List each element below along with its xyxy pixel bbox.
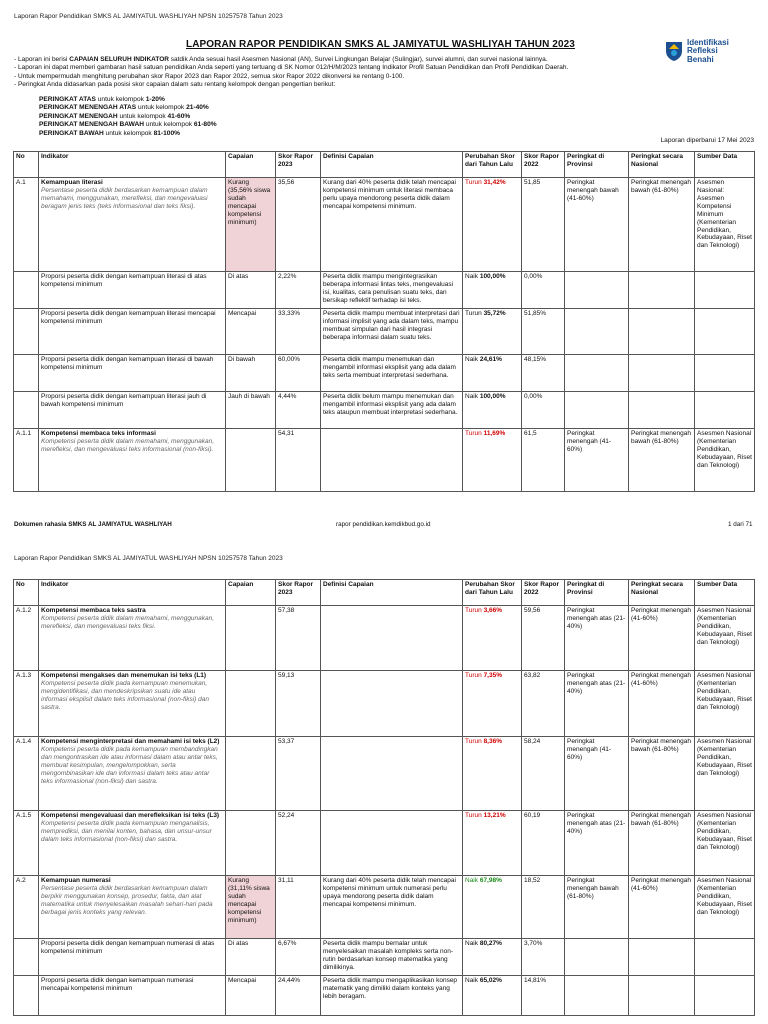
- indicator-number: [14, 272, 39, 309]
- change-direction: Naik: [465, 977, 479, 984]
- peringkat-nasional-cell: Peringkat menengah bawah (61-80%): [629, 429, 695, 492]
- perubahan-cell: [463, 671, 522, 737]
- indicator-cell: [39, 606, 226, 671]
- change-value: 31,42%: [483, 179, 506, 186]
- indicator-cell: [39, 272, 226, 309]
- table-row: [14, 392, 755, 429]
- indicator-cell: [39, 392, 226, 429]
- peringkat-nasional-cell: [629, 939, 695, 976]
- indicator-cell: [39, 811, 226, 876]
- change-value: 100,00%: [479, 273, 506, 280]
- ranking-level: PERINGKAT ATAS untuk kelompok 1-20%: [39, 96, 165, 103]
- indicator-number: A.1: [14, 178, 39, 272]
- ranking-level: PERINGKAT BAWAH untuk kelompok 81-100%: [39, 129, 180, 137]
- peringkat-provinsi-cell: Peringkat menengah atas (21-40%): [565, 606, 629, 671]
- table-row: [14, 939, 755, 976]
- capaian-cell: [226, 429, 276, 492]
- indicator-number: [14, 309, 39, 355]
- skor-2023-cell: 35,56: [276, 178, 321, 272]
- capaian-cell: Kurang (31,11% siswa sudah mencapai kompetensi minimum): [226, 876, 276, 939]
- peringkat-provinsi-cell: Peringkat menengah bawah (41-60%): [565, 178, 629, 272]
- sumber-data-cell: Asesmen Nasional (Kementerian Pendidikan, Kebudayaan, Riset dan Teknologi): [695, 671, 755, 737]
- peringkat-nasional-cell: Peringkat menengah bawah (61-80%): [629, 178, 695, 272]
- perubahan-cell: [463, 272, 522, 309]
- page-number: 1 dari 71: [728, 521, 753, 528]
- skor-2023-cell: 54,31: [276, 429, 321, 492]
- col-skor-2022-header: Skor Rapor 2022: [522, 580, 565, 606]
- col-skor-2023-header: Skor Rapor 2023: [276, 152, 321, 178]
- col-capaian-header: Capaian: [226, 580, 276, 606]
- change-direction: Turun: [465, 607, 482, 614]
- definisi-cell: Peserta didik mampu mengaplikasikan konsep matematik yang dimiliki dalam konteks yang lebih beragam.: [321, 976, 463, 1016]
- table-row: [14, 876, 755, 939]
- change-value: 35,72%: [483, 310, 506, 317]
- indicator-number: A.1.5: [14, 811, 39, 876]
- col-no-header: No: [14, 580, 39, 606]
- sumber-data-cell: [695, 355, 755, 392]
- footer-confidential: Dokumen rahasia SMKS AL JAMIYATUL WASHLIYAH: [14, 521, 172, 528]
- peringkat-provinsi-cell: [565, 272, 629, 309]
- definisi-cell: [321, 737, 463, 811]
- indicator-number: A.1.4: [14, 737, 39, 811]
- sumber-data-cell: Asesmen Nasional: Asesmen Kompetensi Minimum (Kementerian Pendidikan, Kebudayaan, Riset dan Teknologi): [695, 178, 755, 272]
- peringkat-nasional-cell: [629, 976, 695, 1016]
- peringkat-provinsi-cell: [565, 939, 629, 976]
- skor-2022-cell: 14,81%: [522, 976, 565, 1016]
- indicator-sub-label: Proporsi peserta didik dengan kemampuan literasi di atas kompetensi minimum: [41, 273, 207, 288]
- skor-2022-cell: 63,82: [522, 671, 565, 737]
- col-definisi-header: Definisi Capaian: [321, 152, 463, 178]
- change-value: 8,36%: [483, 738, 502, 745]
- perubahan-cell: [463, 392, 522, 429]
- skor-2023-cell: 60,00%: [276, 355, 321, 392]
- logo-line3: Benahi: [687, 54, 714, 64]
- capaian-cell: [226, 811, 276, 876]
- intro-line: - Peringkat Anda didasarkan pada posisi skor capaian dalam satu rentang kelompok dengan pengertian berikut:: [14, 81, 336, 89]
- capaian-cell: Di bawah: [226, 355, 276, 392]
- skor-2022-cell: 0,00%: [522, 392, 565, 429]
- indicator-number: A.2: [14, 876, 39, 939]
- indicator-title: Kemampuan numerasi: [41, 877, 111, 884]
- perubahan-cell: [463, 429, 522, 492]
- definisi-cell: Peserta didik mampu membuat interpretasi dari informasi implisit yang ada dalam teks, mampu membuat simpulan dari hasil integrasi beberapa informasi dalam suatu teks.: [321, 309, 463, 355]
- col-peringkat-nasional-header: Peringkat secara Nasional: [629, 152, 695, 178]
- peringkat-provinsi-cell: Peringkat menengah atas (21-40%): [565, 671, 629, 737]
- running-header: Laporan Rapor Pendidikan SMKS AL JAMIYATUL WASHLIYAH NPSN 10257578 Tahun 2023: [14, 13, 283, 20]
- skor-2022-cell: 3,70%: [522, 939, 565, 976]
- change-value: 80,27%: [479, 940, 502, 947]
- perubahan-cell: [463, 606, 522, 671]
- table-row: [14, 671, 755, 737]
- peringkat-provinsi-cell: Peringkat menengah atas (21-40%): [565, 811, 629, 876]
- col-peringkat-provinsi-header: Peringkat di Provinsi: [565, 580, 629, 606]
- sumber-data-cell: Asesmen Nasional (Kementerian Pendidikan, Kebudayaan, Riset dan Teknologi): [695, 429, 755, 492]
- table-row: [14, 606, 755, 671]
- logo-line2: Refleksi: [687, 46, 718, 56]
- ranking-level: PERINGKAT MENENGAH BAWAH untuk kelompok 61-80%: [39, 121, 217, 129]
- table-row: [14, 737, 755, 811]
- indicator-number: [14, 976, 39, 1016]
- peringkat-provinsi-cell: [565, 355, 629, 392]
- perubahan-cell: [463, 939, 522, 976]
- perubahan-cell: [463, 178, 522, 272]
- col-skor-2022-header: Skor Rapor 2022: [522, 152, 565, 178]
- indicator-cell: [39, 939, 226, 976]
- col-indikator-header: Indikator: [39, 152, 226, 178]
- col-perubahan-header: Perubahan Skor dari Tahun Lalu: [463, 580, 522, 606]
- intro-line: - Untuk mempermudah menghitung perubahan skor Rapor 2023 dan Rapor 2022, semua skor Rapor 2022 dikonversi ke rentang 0-100.: [14, 72, 405, 80]
- indicator-cell: [39, 355, 226, 392]
- change-direction: Naik: [465, 356, 479, 363]
- indicator-description: Kompetensi peserta didik pada kemampuan menganalisis, memprediksi, dan menilai konten, bahasa, dan unsur-unsur dalam teks informasional (non-fiksi) dan sastra.: [41, 819, 212, 843]
- indicator-sub-label: Proporsi peserta didik dengan kemampuan numerasi mencapai kompetensi minimum: [41, 977, 194, 992]
- change-direction: Naik: [465, 877, 479, 884]
- report-title: LAPORAN RAPOR PENDIDIKAN SMKS AL JAMIYATUL WASHLIYAH TAHUN 2023: [186, 39, 575, 50]
- sumber-data-cell: Asesmen Nasional (Kementerian Pendidikan, Kebudayaan, Riset dan Teknologi): [695, 811, 755, 876]
- change-value: 24,61%: [479, 356, 502, 363]
- peringkat-provinsi-cell: Peringkat menengah bawah (61-80%): [565, 876, 629, 939]
- intro-line: - Laporan ini dapat memberi gambaran hasil satuan pendidikan Anda seperti yang tertuang di SK Nomor 012/H/M/2023 tentang Indikator Profil Satuan Pendidikan dan Profil Pendidikan Daerah.: [14, 64, 569, 72]
- sumber-data-cell: Asesmen Nasional (Kementerian Pendidikan, Kebudayaan, Riset dan Teknologi): [695, 876, 755, 939]
- change-value: 11,69%: [483, 430, 506, 437]
- definisi-cell: [321, 606, 463, 671]
- indicator-number: [14, 392, 39, 429]
- definisi-cell: Kurang dari 40% peserta didik telah mencapai kompetensi minimum untuk numerasi perlu upaya mendorong peserta didik dalam mencapai kompetensi minimum.: [321, 876, 463, 939]
- skor-2022-cell: 51,85%: [522, 309, 565, 355]
- change-direction: Turun: [465, 430, 482, 437]
- col-skor-2023-header: Skor Rapor 2023: [276, 580, 321, 606]
- updated-date: Laporan diperbarui 17 Mei 2023: [660, 137, 754, 144]
- skor-2023-cell: 33,33%: [276, 309, 321, 355]
- indicator-sub-label: Proporsi peserta didik dengan kemampuan numerasi di atas kompetensi minimum: [41, 940, 215, 955]
- sumber-data-cell: [695, 392, 755, 429]
- peringkat-nasional-cell: Peringkat menengah (41-60%): [629, 876, 695, 939]
- col-perubahan-header: Perubahan Skor dari Tahun Lalu: [463, 152, 522, 178]
- sumber-data-cell: Asesmen Nasional (Kementerian Pendidikan, Kebudayaan, Riset dan Teknologi): [695, 737, 755, 811]
- capaian-cell: Mencapai: [226, 976, 276, 1016]
- capaian-cell: Di atas: [226, 272, 276, 309]
- change-direction: Turun: [465, 310, 482, 317]
- peringkat-provinsi-cell: [565, 309, 629, 355]
- table-row: [14, 976, 755, 1016]
- definisi-cell: [321, 671, 463, 737]
- change-value: 67,98%: [479, 877, 502, 884]
- definisi-cell: Peserta didik belum mampu menemukan dan mengambil informasi eksplisit yang ada dalam teks ataupun membuat interpretasi sederhana.: [321, 392, 463, 429]
- indicator-title: Kompetensi membaca teks sastra: [41, 607, 146, 614]
- table-row: [14, 178, 755, 272]
- skor-2023-cell: 59,13: [276, 671, 321, 737]
- definisi-cell: Peserta didik mampu mengintegrasikan beberapa informasi lintas teks, mengevaluasi isi, kualitas, cara penulisan suatu teks, dan bersikap reflektif terhadap isi teks.: [321, 272, 463, 309]
- skor-2023-cell: 53,37: [276, 737, 321, 811]
- indicator-number: A.1.3: [14, 671, 39, 737]
- ranking-legend: [39, 96, 217, 138]
- perubahan-cell: [463, 737, 522, 811]
- definisi-cell: Peserta didik mampu menemukan dan mengambil informasi eksplisit yang ada dalam teks serta membuat interpretasi sederhana.: [321, 355, 463, 392]
- change-value: 65,02%: [479, 977, 502, 984]
- definisi-cell: Peserta didik mampu bernalar untuk menyelesaikan masalah kompleks serta non-rutin berdasarkan konsep matematika yang dimilikinya.: [321, 939, 463, 976]
- peringkat-nasional-cell: Peringkat menengah (41-60%): [629, 606, 695, 671]
- header-row: [14, 152, 755, 178]
- capaian-cell: Jauh di bawah: [226, 392, 276, 429]
- skor-2022-cell: 0,00%: [522, 272, 565, 309]
- skor-2022-cell: 59,56: [522, 606, 565, 671]
- running-header: Laporan Rapor Pendidikan SMKS AL JAMIYATUL WASHLIYAH NPSN 10257578 Tahun 2023: [14, 555, 283, 562]
- col-indikator-header: Indikator: [39, 580, 226, 606]
- perubahan-cell: [463, 355, 522, 392]
- capaian-cell: [226, 671, 276, 737]
- change-direction: Turun: [465, 738, 482, 745]
- indicator-title: Kompetensi mengakses dan menemukan isi teks (L1): [41, 672, 207, 679]
- change-value: 100,00%: [479, 393, 506, 400]
- indicator-number: A.1.1: [14, 429, 39, 492]
- logo-line1: Identifikasi: [687, 38, 729, 47]
- definisi-cell: [321, 429, 463, 492]
- change-direction: Naik: [465, 940, 479, 947]
- peringkat-nasional-cell: [629, 309, 695, 355]
- indicator-sub-label: Proporsi peserta didik dengan kemampuan literasi di bawah kompetensi minimum: [41, 356, 214, 371]
- change-value: 3,66%: [483, 607, 502, 614]
- change-value: 7,35%: [483, 672, 502, 679]
- col-no-header: No: [14, 152, 39, 178]
- change-value: 13,21%: [483, 812, 506, 819]
- skor-2022-cell: 61,5: [522, 429, 565, 492]
- col-sumber-data-header: Sumber Data: [695, 580, 755, 606]
- change-direction: Turun: [465, 812, 482, 819]
- capaian-cell: [226, 737, 276, 811]
- perubahan-cell: [463, 811, 522, 876]
- capaian-cell: [226, 606, 276, 671]
- skor-2022-cell: 48,15%: [522, 355, 565, 392]
- indicator-cell: [39, 876, 226, 939]
- capaian-cell: Di atas: [226, 939, 276, 976]
- indicator-number: A.1.2: [14, 606, 39, 671]
- skor-2022-cell: 51,85: [522, 178, 565, 272]
- peringkat-nasional-cell: [629, 272, 695, 309]
- indicator-cell: [39, 429, 226, 492]
- indicator-title: Kompetensi mengevaluasi dan merefleksikan isi teks (L3): [41, 812, 220, 819]
- peringkat-provinsi-cell: Peringkat menengah (41-60%): [565, 737, 629, 811]
- skor-2022-cell: 58,24: [522, 737, 565, 811]
- indicator-description: Persentase peserta didik berdasarkan kemampuan dalam berpikir menggunakan konsep, prosedur, fakta, dan alat matematika untuk menyelesaikan masalah sehari-hari pada berbagai jenis konteks yang relevan.: [41, 884, 213, 916]
- peringkat-nasional-cell: [629, 392, 695, 429]
- indicator-cell: [39, 976, 226, 1016]
- indicator-number: [14, 939, 39, 976]
- skor-2023-cell: 6,67%: [276, 939, 321, 976]
- peringkat-provinsi-cell: [565, 976, 629, 1016]
- sumber-data-cell: Asesmen Nasional (Kementerian Pendidikan, Kebudayaan, Riset dan Teknologi): [695, 606, 755, 671]
- col-definisi-header: Definisi Capaian: [321, 580, 463, 606]
- skor-2023-cell: 2,22%: [276, 272, 321, 309]
- ranking-level: PERINGKAT MENENGAH untuk kelompok 41-60%: [39, 112, 191, 120]
- indicator-title: Kompetensi membaca teks informasi: [41, 430, 156, 437]
- skor-2022-cell: 60,19: [522, 811, 565, 876]
- table-row: [14, 429, 755, 492]
- ranking-level: PERINGKAT MENENGAH ATAS untuk kelompok 21-40%: [39, 104, 209, 112]
- change-direction: Naik: [465, 273, 479, 280]
- indicator-sub-label: Proporsi peserta didik dengan kemampuan literasi jauh di bawah kompetensi minimum: [41, 393, 207, 408]
- definisi-cell: [321, 811, 463, 876]
- sumber-data-cell: [695, 309, 755, 355]
- perubahan-cell: [463, 309, 522, 355]
- indicator-cell: [39, 671, 226, 737]
- table-row: [14, 309, 755, 355]
- perubahan-cell: [463, 876, 522, 939]
- col-peringkat-nasional-header: Peringkat secara Nasional: [629, 580, 695, 606]
- table-row: [14, 811, 755, 876]
- indicator-cell: [39, 178, 226, 272]
- skor-2023-cell: 57,38: [276, 606, 321, 671]
- skor-2023-cell: 24,44%: [276, 976, 321, 1016]
- indicator-description: Kompetensi peserta didik pada kemampuan membandingkan dan mengontraskan ide atau informasi dalam atau antar teks, membuat kesimpulan, mengelompokkan, serta mengombinasikan ide dan informasi dalam teks atau antar teks informasional (non-fiksi) dan sastra.: [41, 745, 218, 785]
- indicator-cell: [39, 737, 226, 811]
- peringkat-provinsi-cell: [565, 392, 629, 429]
- indicator-description: Kompetensi peserta didik pada kemampuan menemukan, mengidentifikasi, dan mendeskripsikan suatu ide atau informasi eksplisit dalam teks informasional (non-fiksi) dan sastra.: [41, 679, 209, 711]
- indicator-description: Kompetensi peserta didik dalam memahami, menggunakan, merefleksi, dan mengevaluasi teks informasional (non-fiksi).: [41, 437, 215, 453]
- capaian-cell: Kurang (35,56% siswa sudah mencapai kompetensi minimum): [226, 178, 276, 272]
- indicator-sub-label: Proporsi peserta didik dengan kemampuan literasi mencapai kompetensi minimum: [41, 310, 216, 325]
- intro-line: - Laporan ini berisi CAPAIAN SELURUH INDIKATOR satdik Anda sesuai hasil Asesmen Nasional (AN), Survei Lingkungan Belajar (Sulingjar), survei alumni, dan survei nasional lainnya.: [14, 56, 548, 63]
- skor-2023-cell: 31,11: [276, 876, 321, 939]
- peringkat-nasional-cell: Peringkat menengah bawah (61-80%): [629, 811, 695, 876]
- indicator-description: Kompetensi peserta didik dalam memahami, menggunakan, merefleksi, dan mengevaluasi teks fiksi.: [41, 614, 215, 630]
- sumber-data-cell: [695, 939, 755, 976]
- indicator-description: Persentase peserta didik berdasarkan kemampuan dalam memahami, menggunakan, merefleksi, dan mengevaluasi beragam jenis teks (teks informasional dan teks fiksi).: [41, 186, 208, 210]
- peringkat-nasional-cell: Peringkat menengah (41-60%): [629, 671, 695, 737]
- sumber-data-cell: [695, 272, 755, 309]
- peringkat-nasional-cell: Peringkat menengah bawah (61-80%): [629, 737, 695, 811]
- skor-2022-cell: 18,52: [522, 876, 565, 939]
- capaian-cell: Mencapai: [226, 309, 276, 355]
- change-direction: Turun: [465, 672, 482, 679]
- indicator-title: Kompetensi menginterpretasi dan memahami isi teks (L2): [41, 738, 220, 745]
- peringkat-provinsi-cell: Peringkat menengah (41-60%): [565, 429, 629, 492]
- footer-link[interactable]: rapor pendidikan.kemdikbud.go.id: [336, 521, 431, 528]
- indicator-title: Kemampuan literasi: [41, 179, 103, 186]
- change-direction: Naik: [465, 393, 479, 400]
- definisi-cell: Kurang dari 40% peserta didik telah mencapai kompetensi minimum untuk literasi membaca perlu upaya mendorong peserta didik dalam mencapai kompetensi minimum.: [321, 178, 463, 272]
- indicator-table: [13, 151, 755, 492]
- skor-2023-cell: 4,44%: [276, 392, 321, 429]
- indicator-table: [13, 579, 755, 1016]
- header-row: [14, 580, 755, 606]
- sumber-data-cell: [695, 976, 755, 1016]
- col-sumber-data-header: Sumber Data: [695, 152, 755, 178]
- indicator-number: [14, 355, 39, 392]
- peringkat-nasional-cell: [629, 355, 695, 392]
- table-row: [14, 272, 755, 309]
- table-row: [14, 355, 755, 392]
- indicator-cell: [39, 309, 226, 355]
- perubahan-cell: [463, 976, 522, 1016]
- col-capaian-header: Capaian: [226, 152, 276, 178]
- change-direction: Turun: [465, 179, 482, 186]
- skor-2023-cell: 52,24: [276, 811, 321, 876]
- col-peringkat-provinsi-header: Peringkat di Provinsi: [565, 152, 629, 178]
- intro-notes: [14, 56, 754, 90]
